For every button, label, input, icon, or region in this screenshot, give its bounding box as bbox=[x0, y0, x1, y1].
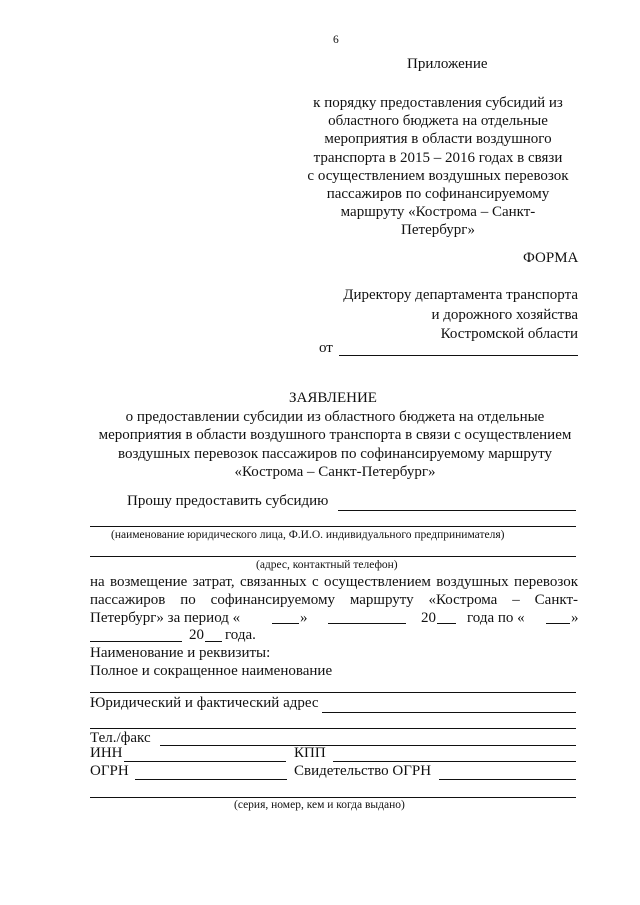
ogrn-cert-field[interactable] bbox=[439, 779, 576, 780]
period-start-day-field[interactable] bbox=[272, 623, 299, 624]
period-end-year-field[interactable] bbox=[205, 641, 222, 642]
addressee-line: и дорожного хозяйства bbox=[431, 306, 578, 323]
period-text-5: » bbox=[571, 610, 579, 626]
kpp-field[interactable] bbox=[333, 761, 576, 762]
ogrn-cert-label: Свидетельство ОГРН bbox=[294, 763, 432, 779]
hint-applicant-name: (наименование юридического лица, Ф.И.О. индивидуального предпринимателя) bbox=[111, 529, 505, 541]
appendix-title: Приложение bbox=[407, 56, 488, 72]
full-name-label: Полное и сокращенное наименование bbox=[90, 663, 333, 679]
appendix-line: к порядку предоставления субсидий из bbox=[313, 95, 563, 111]
ogrn-cert-details-field[interactable] bbox=[90, 797, 576, 798]
period-end-month-field[interactable] bbox=[90, 641, 182, 642]
appendix-line: маршруту «Кострома – Санкт- bbox=[340, 204, 536, 221]
inn-label: ИНН bbox=[90, 745, 123, 761]
phone-field[interactable] bbox=[160, 745, 576, 746]
paragraph-line-2: пассажиров по софинансируемому маршруту «Кострома – Санкт- bbox=[90, 592, 578, 608]
appendix-line: Петербург» bbox=[401, 222, 475, 239]
page-number: 6 bbox=[333, 34, 339, 46]
full-name-field[interactable] bbox=[90, 692, 576, 693]
legal-address-field[interactable] bbox=[322, 712, 576, 713]
ogrn-field[interactable] bbox=[135, 779, 287, 780]
actual-address-field[interactable] bbox=[90, 728, 576, 729]
applicant-name-field[interactable] bbox=[90, 526, 576, 527]
year-prefix: 20 bbox=[189, 627, 204, 643]
form-label: ФОРМА bbox=[523, 250, 579, 266]
appendix-line: мероприятия в области воздушного bbox=[324, 131, 552, 148]
appendix-line: с осуществлением воздушных перевозок bbox=[307, 167, 569, 184]
period-text-1: Петербург» за период « bbox=[90, 610, 241, 626]
paragraph-line-1: на возмещение затрат, связанных с осуществлением воздушных перевозок bbox=[90, 574, 578, 590]
from-label: от bbox=[319, 340, 333, 356]
appendix-text bbox=[300, 94, 576, 240]
statement-line: воздушных перевозок пассажиров по софинансируемому маршруту bbox=[118, 445, 552, 462]
year-suffix: года. bbox=[225, 627, 256, 643]
addressee-line: Директору департамента транспорта bbox=[343, 287, 578, 303]
statement-line: мероприятия в области воздушного транспорта в связи с осуществлением bbox=[98, 427, 572, 444]
ogrn-label: ОГРН bbox=[90, 763, 129, 779]
period-text-3: 20 bbox=[421, 610, 436, 626]
subsidy-amount-field[interactable] bbox=[338, 510, 576, 511]
request-label: Прошу предоставить субсидию bbox=[127, 493, 329, 509]
appendix-line: транспорта в 2015 – 2016 годах в связи bbox=[313, 149, 563, 166]
period-text-2: » bbox=[300, 610, 308, 626]
addressee-line: Костромской области bbox=[440, 326, 578, 342]
statement-line: о предоставлении субсидии из областного бюджета на отдельные bbox=[125, 409, 545, 425]
statement-line: «Кострома – Санкт-Петербург» bbox=[234, 463, 436, 480]
address-label: Юридический и фактический адрес bbox=[90, 695, 319, 711]
period-start-year-field[interactable] bbox=[437, 623, 456, 624]
details-label: Наименование и реквизиты: bbox=[90, 645, 271, 661]
appendix-line: пассажиров по софинансируемому bbox=[326, 186, 550, 203]
appendix-line: областного бюджета на отдельные bbox=[328, 113, 548, 130]
applicant-address-field[interactable] bbox=[90, 556, 576, 557]
phone-label: Тел./факс bbox=[90, 730, 151, 746]
inn-field[interactable] bbox=[124, 761, 286, 762]
hint-address: (адрес, контактный телефон) bbox=[256, 559, 398, 571]
statement-subtitle bbox=[90, 408, 580, 481]
period-end-day-field[interactable] bbox=[546, 623, 570, 624]
period-start-month-field[interactable] bbox=[328, 623, 406, 624]
period-text-4: года по « bbox=[467, 610, 525, 626]
kpp-label: КПП bbox=[294, 745, 326, 761]
hint-certificate: (серия, номер, кем и когда выдано) bbox=[234, 799, 405, 811]
addressee bbox=[320, 286, 578, 345]
from-field[interactable] bbox=[339, 355, 578, 356]
statement-title: ЗАЯВЛЕНИЕ bbox=[289, 390, 377, 406]
